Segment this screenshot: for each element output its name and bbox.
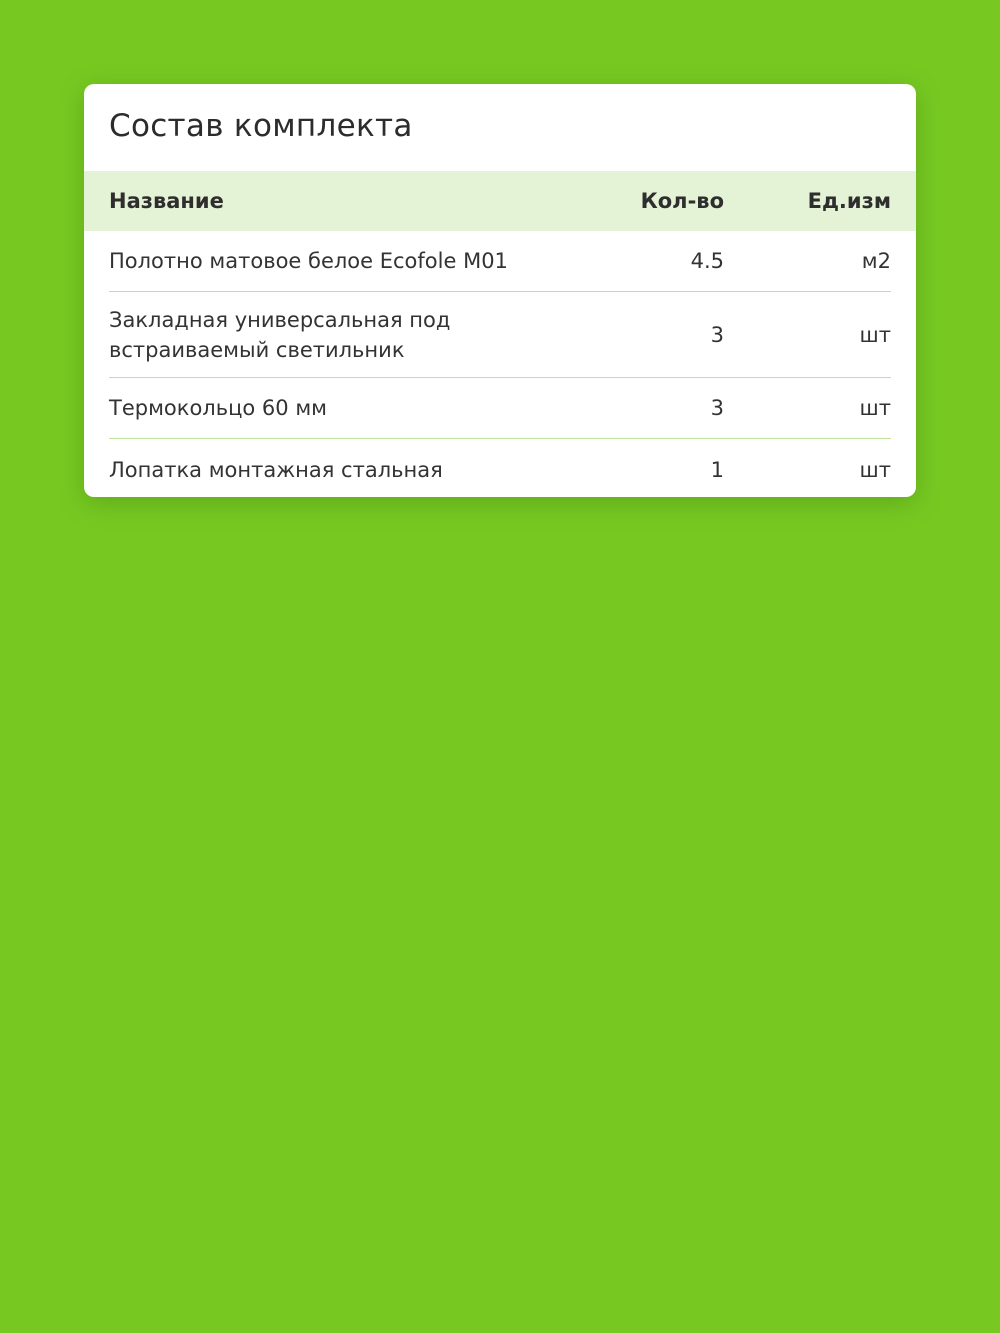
cell-unit: шт (859, 457, 891, 482)
column-header-name: Название (109, 189, 224, 213)
card-title: Состав комплекта (109, 108, 413, 144)
cell-qty: 4.5 (690, 249, 724, 273)
cell-name: Термокольцо 60 мм (109, 396, 327, 420)
cell-unit: м2 (861, 249, 891, 273)
cell-unit: шт (859, 396, 891, 420)
table-row (109, 378, 891, 439)
cell-name: Закладная универсальная под встраиваемый светильник (109, 307, 451, 362)
table-row (109, 231, 891, 292)
cell-qty: 1 (710, 457, 724, 482)
cell-qty: 3 (710, 322, 724, 347)
kit-contents-card (84, 84, 916, 497)
table-body (109, 231, 891, 497)
cell-qty: 3 (710, 396, 724, 420)
cell-name: Лопатка монтажная стальная (109, 457, 443, 482)
cell-name: Полотно матовое белое Ecofole M01 (109, 249, 508, 273)
table-header (84, 171, 916, 231)
table-row (109, 292, 891, 378)
column-header-unit: Ед.изм (807, 189, 891, 213)
table-row (109, 439, 891, 497)
column-header-qty: Кол-во (640, 189, 724, 213)
cell-unit: шт (859, 322, 891, 347)
